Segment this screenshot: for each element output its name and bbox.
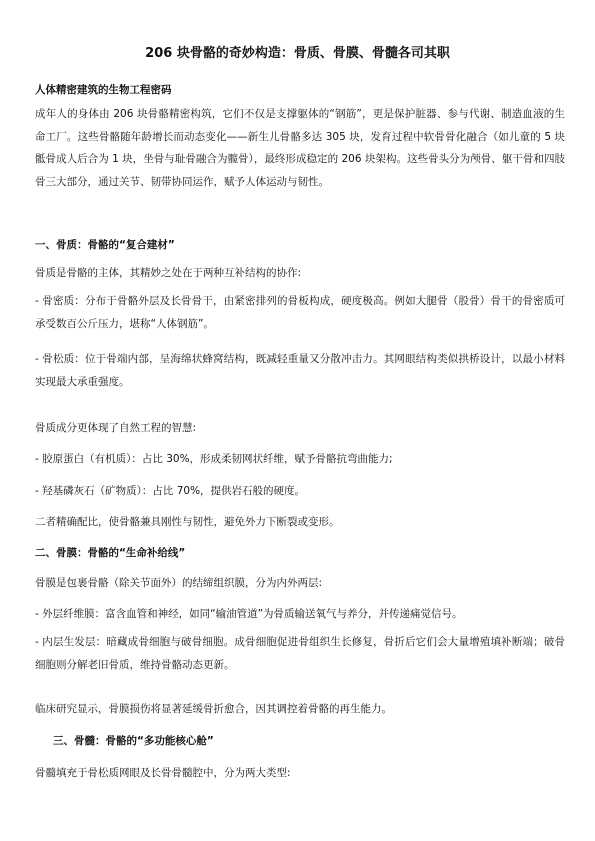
section-2-heading: 二、骨膜：骨骼的“生命补给线” <box>35 547 186 559</box>
bone-dense-item: - 骨密质：分布于骨骼外层及长骨骨干，由紧密排列的骨板构成，硬度极高。例如大腿骨（股骨）骨干的骨密质可承受数百公斤压力，堪称“人体钢筋”。 <box>35 295 565 330</box>
composition-intro: 骨质成分更体现了自然工程的智慧: <box>35 422 197 434</box>
section-1-summary: 二者精确配比，使骨骼兼具刚性与韧性，避免外力下断裂或变形。 <box>35 516 340 528</box>
section-2-intro: 骨膜是包裹骨骼（除关节面外）的结缔组织膜，分为内外两层: <box>35 577 323 589</box>
mineral-item: - 羟基磷灰石（矿物质）：占比 70%，提供岩石般的硬度。 <box>35 485 306 497</box>
bone-spongy-item: - 骨松质：位于骨端内部，呈海绵状蜂窝结构，既减轻重量又分散冲击力。其网眼结构类似拱桥设计，以最小材料实现最大承重强度。 <box>35 353 565 388</box>
clinical-note: 临床研究显示，骨膜损伤将显著延缓骨折愈合，因其调控着骨骼的再生能力。 <box>35 703 392 715</box>
section-1-heading: 一、骨质：骨骼的“复合建材” <box>35 239 175 251</box>
section-3-intro: 骨髓填充于骨松质网眼及长骨骨髓腔中，分为两大类型: <box>35 767 291 779</box>
document-title: 206 块骨骼的奇妙构造：骨质、骨膜、骨髓各司其职 <box>145 46 450 61</box>
intro-heading: 人体精密建筑的生物工程密码 <box>35 84 172 96</box>
organic-item: - 胶原蛋白（有机质）：占比 30%，形成柔韧网状纤维，赋予骨骼抗弯曲能力; <box>35 453 393 465</box>
periosteum-outer-item: - 外层纤维膜：富含血管和神经，如同“输油管道”为骨质输送氧气与养分，并传递痛觉信号。 <box>35 608 463 620</box>
periosteum-inner-item: - 内层生发层：暗藏成骨细胞与破骨细胞。成骨细胞促进骨组织生长修复，骨折后它们会大量增殖填补断端；破骨细胞则分解老旧骨质，维持骨骼动态更新。 <box>35 636 565 671</box>
intro-paragraph: 成年人的身体由 206 块骨骼精密构筑，它们不仅是支撑躯体的“钢筋”，更是保护脏器、参与代谢、制造血液的生命工厂。这些骨骼随年龄增长而动态变化——新生儿骨骼多达 305 块，发育过程中软骨骨化融合（如儿童的 5 块骶骨成人后合为 1 块，坐骨与耻骨融合为髋骨），最终形成稳定的 206 块架构。这些骨头分为颅骨、躯干骨和四肢骨三大部分，通过关节、韧带协同运作，赋予人体运动与韧性。 <box>35 108 565 188</box>
section-3-heading: 三、骨髓：骨骼的“多功能核心舱” <box>53 735 214 747</box>
section-1-intro: 骨质是骨骼的主体，其精妙之处在于两种互补结构的协作: <box>35 267 302 279</box>
